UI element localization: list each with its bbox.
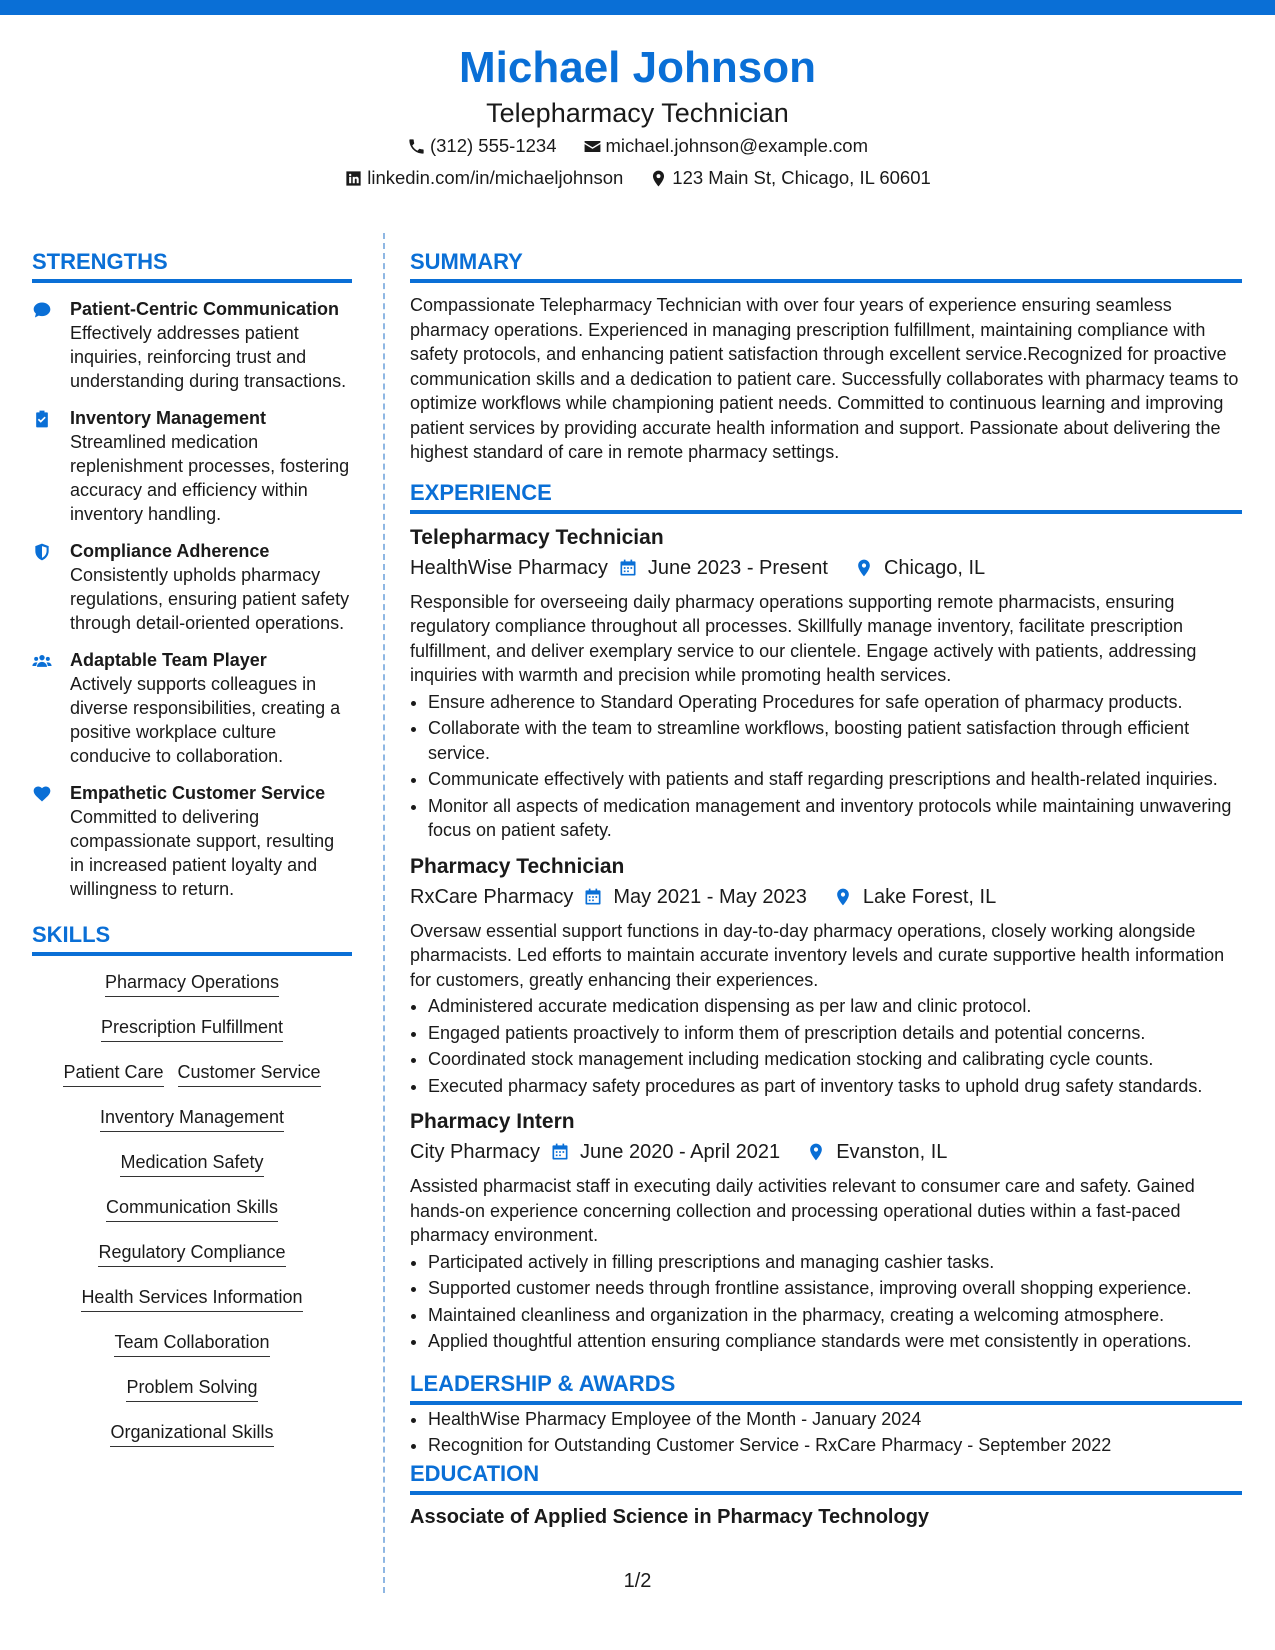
job-description: Assisted pharmacist staff in executing daily activities relevant to consumer care and safety. Gained hands-on experience concerning collection and processing operational duties within a fast-paced pharmacy environment.: [410, 1176, 1195, 1245]
email-contact[interactable]: [583, 130, 869, 162]
job-entry: [410, 524, 1242, 843]
experience-heading: EXPERIENCE: [410, 479, 1242, 514]
job-bullet: • Administered accurate medication dispensing as per law and clinic protocol.: [428, 994, 1242, 1019]
job-company: RxCare Pharmacy: [410, 885, 574, 908]
right-column: [410, 248, 1242, 1531]
summary-text: Compassionate Telepharmacy Technician with over four years of experience ensuring seamless pharmacy operations. Experienced in managing prescription fulfillment, maintaining compliance with safety protocols, and enhancing patient satisfaction through excellent service.Recognized for proactive communication skills and a dedication to patient care. Successfully collaborates with pharmacy teams to optimize workflows while championing patient needs. Committed to continuous learning and improving patient services by providing accurate health information and support. Passionate about delivering the highest standard of care in remote pharmacy settings.: [410, 295, 1239, 462]
email-text: michael.johnson@example.com: [605, 135, 868, 156]
calendar-icon: [618, 558, 638, 578]
clipboard-check-icon: [32, 409, 52, 429]
strength-title: Patient-Centric Communication: [70, 299, 340, 319]
job-dates: June 2020 - April 2021: [580, 1141, 781, 1163]
calendar-icon: [583, 887, 603, 907]
strength-title: Adaptable Team Player: [70, 650, 267, 670]
awards-list: [410, 1407, 1242, 1458]
strength-item: [32, 297, 352, 393]
phone-text: (312) 555-1234: [429, 135, 557, 156]
job-bullet: • Executed pharmacy safety procedures as part of inventory tasks to uphold drug safety standards.: [428, 1074, 1242, 1099]
phone-icon: [407, 137, 426, 156]
map-pin-icon: [649, 169, 668, 188]
job-bullets: [410, 690, 1242, 843]
shield-icon: [32, 542, 52, 562]
job-bullet: • Ensure adherence to Standard Operating Procedures for safe operation of pharmacy products.: [428, 690, 1242, 715]
job-entry: [410, 1108, 1242, 1354]
job-description: Oversaw essential support functions in day-to-day pharmacy operations, closely working alongside pharmacists. Led efforts to maintain accurate inventory levels and curate supportive health information for customers, greatly enhancing their experiences.: [410, 920, 1225, 990]
skill-tag: Pharmacy Operations: [105, 970, 279, 997]
skill-tag: Organizational Skills: [110, 1420, 273, 1447]
map-pin-icon: [806, 1142, 826, 1162]
address-contact: [649, 162, 931, 194]
phone-contact[interactable]: [407, 130, 557, 162]
skill-tag: Medication Safety: [120, 1150, 263, 1177]
job-bullets: [410, 1250, 1242, 1354]
strength-title: Compliance Adherence: [70, 541, 270, 561]
job-dates: June 2023 - Present: [647, 556, 828, 579]
skill-tag: Team Collaboration: [114, 1330, 269, 1357]
resume-header: [0, 40, 1275, 194]
job-location: Evanston, IL: [836, 1141, 948, 1163]
chat-bubble-icon: [32, 300, 52, 320]
job-company: City Pharmacy: [410, 1141, 541, 1163]
skill-tag: Problem Solving: [126, 1375, 257, 1402]
strength-desc: Committed to delivering compassionate support, resulting in increased patient loyalty and willingness to return.: [70, 807, 335, 899]
job-title: Telepharmacy Technician: [410, 525, 664, 549]
job-entry: [410, 853, 1242, 1099]
education-heading: EDUCATION: [410, 1460, 1242, 1495]
job-bullet: • Participated actively in filling prescriptions and managing cashier tasks.: [428, 1250, 1242, 1275]
skill-tag: Communication Skills: [106, 1195, 278, 1222]
envelope-icon: [583, 137, 602, 156]
skill-tag: Prescription Fulfillment: [101, 1015, 283, 1042]
contact-row-1: [0, 130, 1275, 162]
strength-item: [32, 539, 352, 635]
linkedin-contact[interactable]: [344, 162, 623, 194]
top-accent-bar: [0, 0, 1275, 15]
summary-heading: SUMMARY: [410, 248, 1242, 283]
skills-list: [32, 970, 352, 1447]
map-pin-icon: [833, 887, 853, 907]
education-degree: Associate of Applied Science in Pharmacy Technology: [410, 1505, 930, 1528]
skill-tag: Regulatory Compliance: [98, 1240, 285, 1267]
strength-desc: Streamlined medication replenishment processes, fostering accuracy and efficiency within inventory handling.: [70, 432, 350, 524]
strength-desc: Consistently upholds pharmacy regulations, ensuring patient safety through detail-oriented operations.: [70, 565, 350, 633]
job-bullet: • Collaborate with the team to streamline workflows, boosting patient satisfaction through efficient service.: [428, 716, 1242, 765]
job-bullet: • Applied thoughtful attention ensuring compliance standards were met consistently in operations.: [428, 1329, 1242, 1354]
job-bullet: • Maintained cleanliness and organization in the pharmacy, creating a welcoming atmosphere.: [428, 1303, 1242, 1328]
strengths-heading: STRENGTHS: [32, 248, 352, 283]
strength-desc: Actively supports colleagues in diverse responsibilities, creating a positive workplace culture conducive to collaboration.: [70, 674, 341, 766]
address-text: 123 Main St, Chicago, IL 60601: [672, 167, 931, 188]
skill-tag: Health Services Information: [81, 1285, 302, 1312]
job-meta: [410, 1136, 1242, 1168]
linkedin-icon: [344, 169, 363, 188]
job-company: HealthWise Pharmacy: [410, 556, 608, 579]
page-number: 1/2: [623, 1570, 652, 1592]
calendar-icon: [550, 1142, 570, 1162]
job-meta: [410, 881, 1242, 913]
job-description: Responsible for overseeing daily pharmacy operations supporting remote pharmacists, ensuring regulatory compliance throughout all processes. Skillfully manage inventory, facilitate prescription fulfillment, and deliver exemplary service to our clientele. Engage actively with patients, addressing inquiries with warmth and precision while promoting health services.: [410, 591, 1197, 685]
strength-title: Inventory Management: [70, 408, 267, 428]
candidate-title: Telepharmacy Technician: [486, 98, 789, 128]
job-bullet: • Communicate effectively with patients and staff regarding prescriptions and health-related inquiries.: [428, 767, 1242, 792]
job-bullet: • Supported customer needs through frontline assistance, improving overall shopping experience.: [428, 1276, 1242, 1301]
job-bullet: • Monitor all aspects of medication management and inventory protocols while maintaining unwavering focus on patient safety.: [428, 794, 1242, 843]
job-meta: [410, 552, 1242, 584]
job-title: Pharmacy Technician: [410, 854, 625, 878]
left-column: [32, 248, 352, 1465]
strength-desc: Effectively addresses patient inquiries, reinforcing trust and understanding during transactions.: [70, 323, 347, 391]
strength-item: [32, 781, 352, 901]
job-location: Lake Forest, IL: [862, 885, 997, 908]
skill-tag: Inventory Management: [100, 1105, 284, 1132]
job-dates: May 2021 - May 2023: [613, 885, 807, 908]
skill-tag: Customer Service: [178, 1060, 321, 1087]
strength-item: [32, 648, 352, 768]
award-item: • HealthWise Pharmacy Employee of the Month - January 2024: [428, 1407, 1242, 1432]
job-title: Pharmacy Intern: [410, 1110, 575, 1133]
job-bullets: [410, 994, 1242, 1098]
column-divider: [383, 233, 385, 1593]
heart-icon: [32, 784, 52, 804]
awards-heading: LEADERSHIP & AWARDS: [410, 1370, 1242, 1405]
skill-tag: Patient Care: [63, 1060, 163, 1087]
strengths-list: [32, 297, 352, 901]
award-item: • Recognition for Outstanding Customer Service - RxCare Pharmacy - September 2022: [428, 1433, 1242, 1458]
skills-heading: SKILLS: [32, 921, 352, 956]
job-location: Chicago, IL: [883, 556, 986, 579]
strength-title: Empathetic Customer Service: [70, 783, 326, 803]
contact-row-2: [0, 162, 1275, 194]
job-bullet: • Coordinated stock management including medication stocking and calibrating cycle counts.: [428, 1047, 1242, 1072]
linkedin-text: linkedin.com/in/michaeljohnson: [367, 167, 624, 188]
map-pin-icon: [854, 558, 874, 578]
candidate-name: Michael Johnson: [459, 43, 816, 92]
job-bullet: • Engaged patients proactively to inform them of prescription details and potential concerns.: [428, 1021, 1242, 1046]
strength-item: [32, 406, 352, 526]
users-icon: [32, 651, 52, 671]
